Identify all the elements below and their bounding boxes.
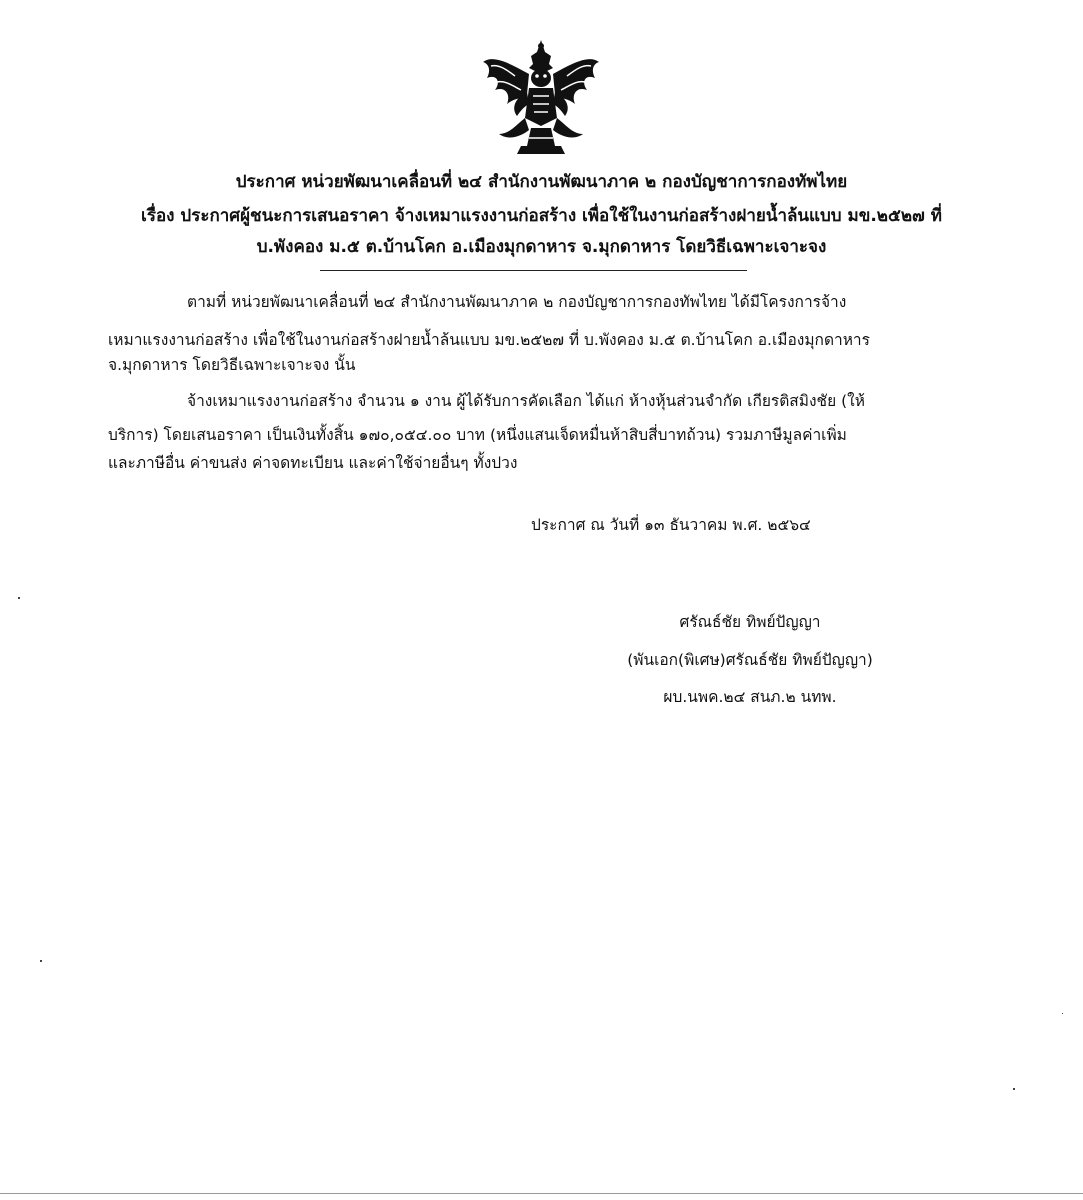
scan-speck xyxy=(1013,1088,1015,1090)
paragraph-1-line-3: จ.มุกดาหาร โดยวิธีเฉพาะเจาะจง นั้น xyxy=(108,356,356,374)
page-bottom-edge xyxy=(0,1193,1083,1194)
heading-divider xyxy=(320,270,747,271)
signatory-position: ผบ.นพค.๒๔ สนภ.๒ นทพ. xyxy=(663,688,837,706)
scan-speck xyxy=(18,597,20,599)
paragraph-1-line-1: ตามที่ หน่วยพัฒนาเคลื่อนที่ ๒๔ สำนักงานพัฒนาภาค ๒ กองบัญชาการกองทัพไทย ได้มีโครงการจ้าง xyxy=(187,293,847,311)
scan-speck xyxy=(40,960,42,962)
announcement-date: ประกาศ ณ วันที่ ๑๓ ธันวาคม พ.ศ. ๒๕๖๔ xyxy=(531,516,811,534)
garuda-emblem-icon xyxy=(471,34,611,159)
signature-name: ศรัณธ์ชัย ทิพย์ปัญญา xyxy=(679,613,821,631)
heading-line-2-subject: เรื่อง ประกาศผู้ชนะการเสนอราคา จ้างเหมาแรงงานก่อสร้าง เพื่อใช้ในงานก่อสร้างฝายน้ำล้นแบบ มข.๒๕๒๗ ที่ xyxy=(141,206,942,226)
heading-line-3: บ.พังคอง ม.๕ ต.บ้านโคก อ.เมืองมุกดาหาร จ.มุกดาหาร โดยวิธีเฉพาะเจาะจง xyxy=(256,237,827,257)
paragraph-1-line-2: เหมาแรงงานก่อสร้าง เพื่อใช้ในงานก่อสร้างฝายน้ำล้นแบบ มข.๒๕๒๗ ที่ บ.พังคอง ม.๕ ต.บ้านโคก อ.เมืองมุกดาหาร xyxy=(108,331,870,349)
paragraph-2-line-1: จ้างเหมาแรงงานก่อสร้าง จำนวน ๑ งาน ผู้ได้รับการคัดเลือก ได้แก่ ห้างหุ้นส่วนจำกัด เกียรติสมิงชัย (ให้ xyxy=(187,392,865,410)
scan-speck xyxy=(1062,1013,1063,1014)
heading-line-1: ประกาศ หน่วยพัฒนาเคลื่อนที่ ๒๔ สำนักงานพัฒนาภาค ๒ กองบัญชาการกองทัพไทย xyxy=(235,172,848,192)
paragraph-2-line-3: และภาษีอื่น ค่าขนส่ง ค่าจดทะเบียน และค่าใช้จ่ายอื่นๆ ทั้งปวง xyxy=(108,454,518,472)
paragraph-2-line-2: บริการ) โดยเสนอราคา เป็นเงินทั้งสิ้น ๑๗๐,๐๕๔.๐๐ บาท (หนึ่งแสนเจ็ดหมื่นห้าสิบสี่บาทถ้วน) รวมภาษีมูลค่าเพิ่ม xyxy=(108,426,847,444)
signatory-rank-name: (พันเอก(พิเศษ)ศรัณธ์ชัย ทิพย์ปัญญา) xyxy=(627,651,873,669)
